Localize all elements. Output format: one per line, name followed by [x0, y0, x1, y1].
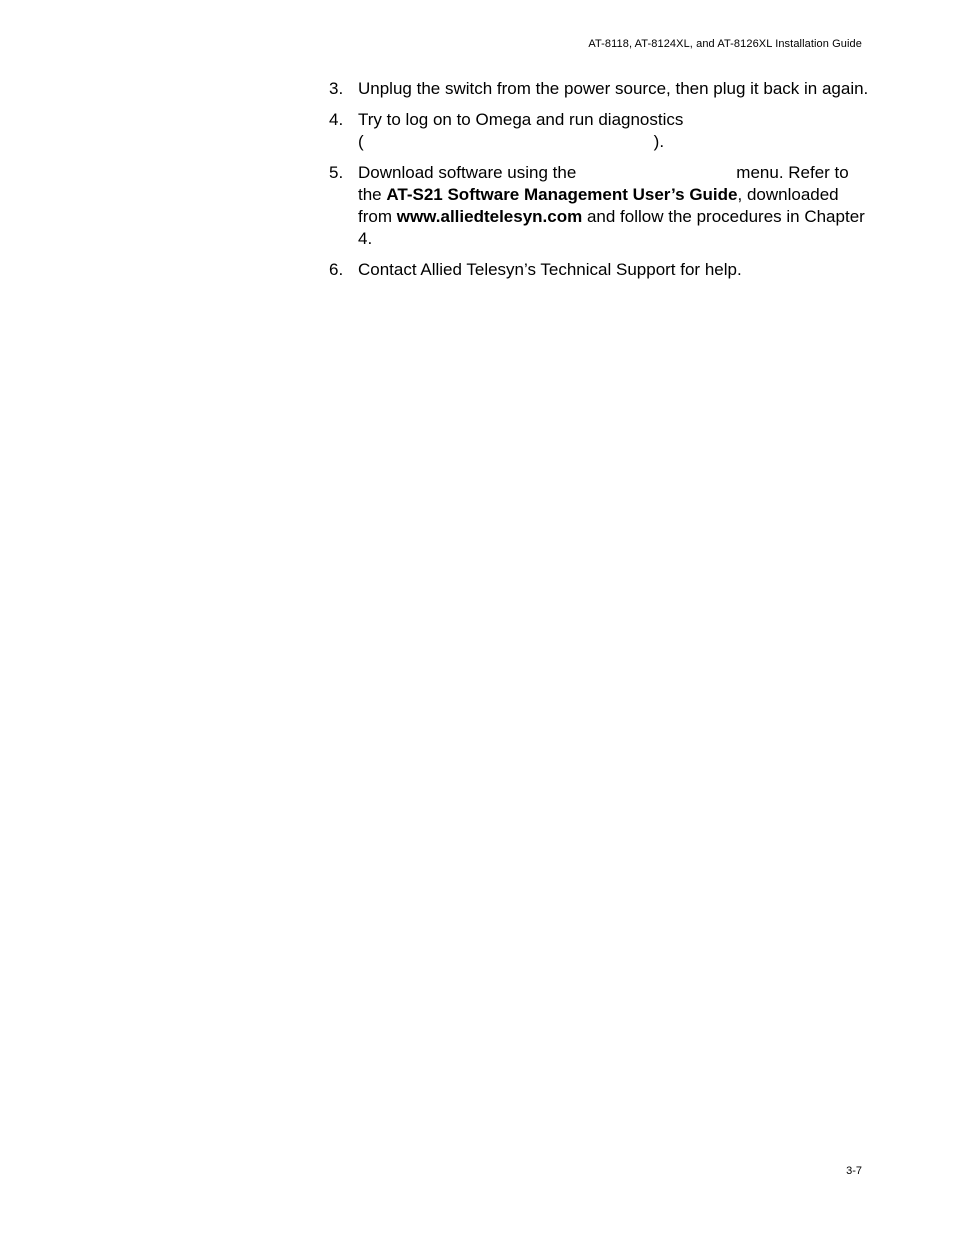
- troubleshooting-steps: [329, 78, 874, 290]
- step-text: [358, 162, 874, 250]
- step-text: Contact Allied Telesyn’s Technical Support for help.: [358, 260, 742, 279]
- step-number: 4.: [329, 110, 344, 129]
- step-4: [329, 109, 874, 153]
- step-6: [329, 259, 874, 281]
- step-number: 6.: [329, 260, 344, 279]
- step-text-line: Try to log on to Omega and run diagnostics: [358, 110, 684, 129]
- step-3: [329, 78, 874, 100]
- close-paren: ).: [653, 132, 665, 151]
- step-5: [329, 162, 874, 250]
- website-link[interactable]: www.alliedtelesyn.com: [396, 207, 583, 226]
- step-text-part: , downloaded from: [358, 185, 839, 226]
- open-paren: (: [358, 132, 364, 151]
- page-number: 3-7: [846, 1165, 862, 1177]
- step-text-part: Download software using the: [358, 163, 577, 182]
- step-text-part: and follow the procedures in Chapter 4.: [358, 207, 865, 248]
- step-text-part: menu. Refer to the: [358, 163, 849, 204]
- running-header: AT-8118, AT-8124XL, and AT-8126XL Installation Guide: [588, 38, 862, 50]
- step-text: [358, 109, 874, 153]
- step-number: 3.: [329, 79, 344, 98]
- step-number: 5.: [329, 163, 344, 182]
- guide-title: AT-S21 Software Management User’s Guide: [386, 185, 738, 204]
- step-text: Unplug the switch from the power source, then plug it back in again.: [358, 79, 869, 98]
